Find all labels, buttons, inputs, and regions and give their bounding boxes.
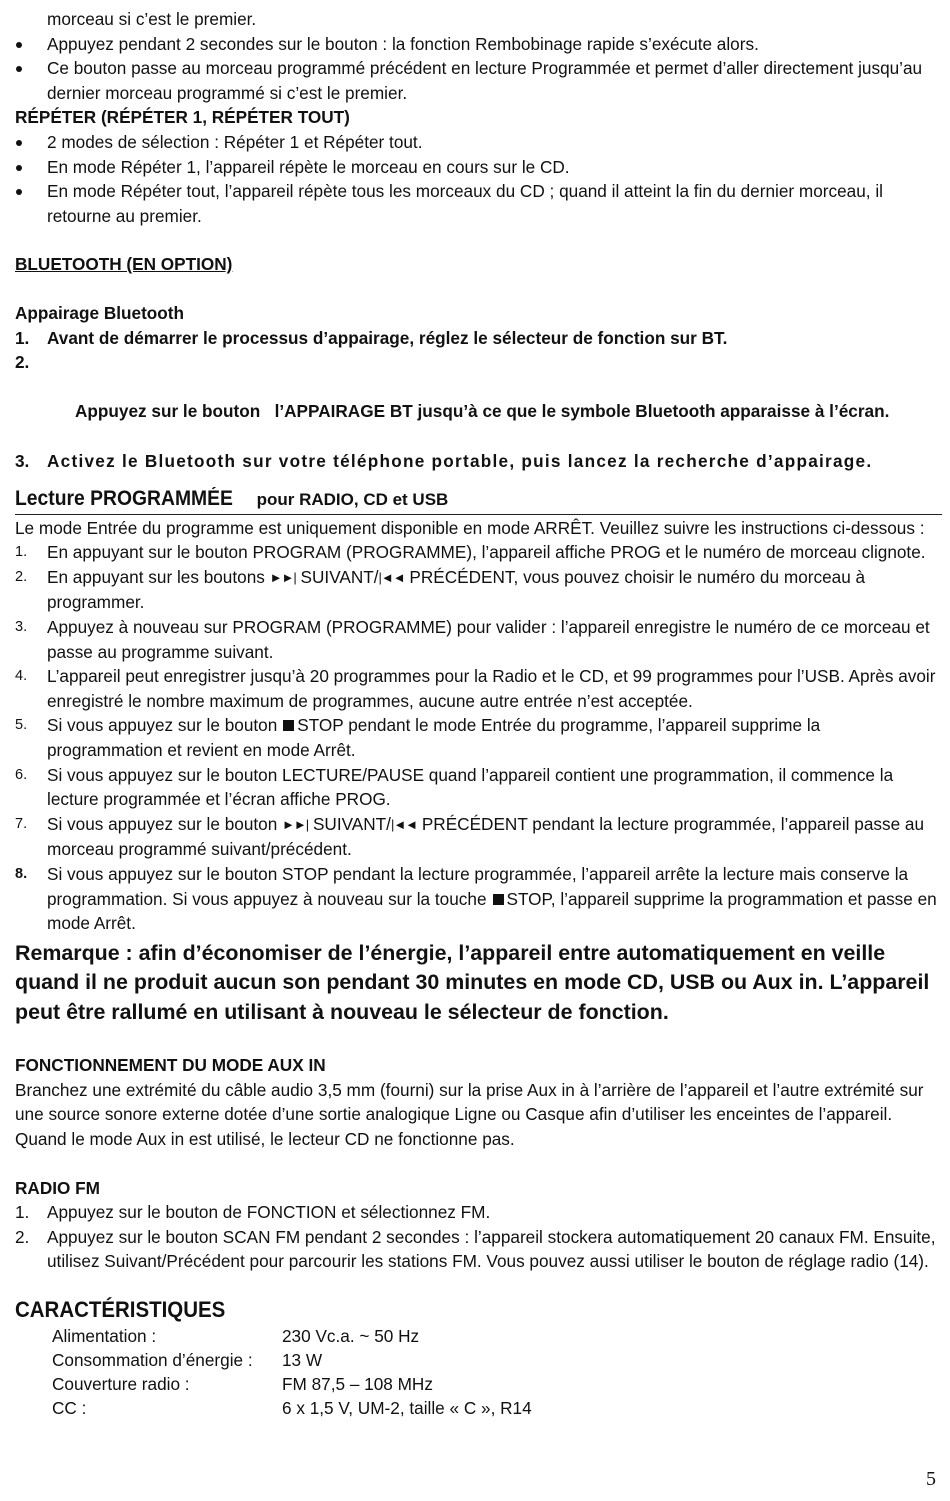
spec-row (15, 1348, 940, 1372)
program-heading-suffix: pour RADIO, CD et USB (251, 490, 449, 510)
next-track-icon: ►►| (269, 569, 296, 585)
text-part: Si vous appuyez sur le bouton STOP pendant la lecture programmée, l’appareil arrête la lecture mais conserve la programmation. Si vous appuyez à nouveau sur la touche (47, 864, 909, 909)
spec-row (15, 1372, 940, 1396)
energy-remark: Remarque : afin d’économiser de l’énergie, l’appareil entre automatiquement en veille quand il ne produit aucun son pendant 30 minutes en mode CD, USB ou Aux in. L’appareil peut être rallumé en utilisant à nouveau le sélecteur de fonction. (15, 940, 930, 1024)
list-item (15, 763, 940, 812)
list-item-text: En appuyant sur le bouton PROGRAM (PROGRAMME), l’appareil affiche PROG et le numéro de morceau clignote. (47, 542, 926, 563)
program-heading (15, 487, 942, 515)
spec-value: FM 87,5 – 108 MHz (282, 1373, 433, 1394)
previous-track-icon: |◄◄ (378, 569, 405, 585)
list-item (15, 565, 940, 615)
specs-heading: CARACTÉRISTIQUES (15, 1297, 226, 1323)
spec-label: CC : (52, 1397, 87, 1418)
step-number: 2. (15, 1226, 30, 1247)
list-item (15, 56, 940, 105)
list-item (15, 1225, 940, 1274)
list-item-text: Appuyez pendant 2 secondes sur le bouton : la fonction Rembobinage rapide s’exécute alors. (47, 33, 759, 54)
text-part: SUIVANT/ (308, 813, 391, 834)
aux-paragraph: Quand le mode Aux in est utilisé, le lecteur CD ne fonctionne pas. (15, 1129, 515, 1150)
continuation-text: morceau si c’est le premier. (47, 9, 257, 29)
spec-value: 230 Vc.a. ~ 50 Hz (282, 1325, 420, 1346)
fm-heading: RADIO FM (15, 1177, 100, 1198)
repeat-section (15, 105, 940, 228)
aux-paragraph: Branchez une extrémité du câble audio 3,5 mm (fourni) sur la prise Aux in à l’arrière de l’appareil et l’autre extrémité sur une source sonore externe dotée d’une sortie analogique Ligne ou Casque afin d’utiliser les enceintes de l’appareil. (15, 1079, 924, 1125)
list-item (15, 862, 940, 936)
list-item-text: Activez le Bluetooth sur votre téléphone portable, puis lancez la recherche d’appairage. (47, 450, 873, 471)
list-item (15, 32, 940, 57)
step-number: 2. (15, 568, 28, 585)
step-number: 6. (15, 766, 28, 783)
list-item-text: Appuyez à nouveau sur PROGRAM (PROGRAMME) pour valider : l’appareil enregistre le numéro de ce morceau et passe au programme suivant. (47, 617, 930, 662)
text-part: En appuyant sur les boutons (47, 566, 270, 587)
program-intro: Le mode Entrée du programme est uniquement disponible en mode ARRÊT. Veuillez suivre les instructions ci-dessous : (15, 517, 925, 538)
list-item (15, 615, 940, 664)
bullet-icon (15, 179, 47, 204)
stop-icon (493, 894, 504, 905)
list-item (15, 155, 940, 180)
spec-row (15, 1396, 940, 1420)
list-item (15, 350, 940, 448)
list-item-text: L’appareil peut enregistrer jusqu’à 20 programmes pour la Radio et le CD, et 99 programmes pour l’USB. Après avoir enregistré le nombre maximum de programmes, aucune autre entrée n’est acceptée. (47, 666, 936, 711)
step-number: 8. (15, 866, 28, 882)
text-part: Si vous appuyez sur le bouton (47, 715, 278, 736)
bullet-icon (15, 130, 47, 155)
aux-section (15, 1053, 940, 1151)
specs-section (15, 1294, 940, 1420)
bluetooth-subheading: Appairage Bluetooth (15, 302, 185, 323)
step-number: 3. (15, 619, 28, 636)
fm-section (15, 1176, 940, 1274)
program-section (15, 487, 940, 936)
list-item (15, 130, 940, 155)
text-part: SUIVANT/ (295, 566, 379, 587)
list-item-text: Ce bouton passe au morceau programmé précédent en lecture Programmée et permet d’aller directement jusqu’au dernier morceau programmé si c’est le premier. (47, 58, 923, 103)
text-part: STOP pendant le mode Entrée du programme, l’appareil supprime la programmation et revient en mode Arrêt. (47, 715, 821, 761)
list-item-text: 2 modes de sélection : Répéter 1 et Répéter tout. (47, 131, 423, 152)
step-number: 1. (15, 544, 28, 561)
repeat-heading: RÉPÉTER (RÉPÉTER 1, RÉPÉTER TOUT) (15, 107, 350, 128)
list-item-text: Appuyez sur le bouton de FONCTION et sélectionnez FM. (47, 1202, 491, 1223)
step-number: 2. (15, 352, 30, 373)
text-part: PRÉCÉDENT, vous pouvez choisir le numéro du morceau à programmer. (47, 566, 866, 613)
step-number: 4. (15, 668, 28, 685)
list-item-text: Si vous appuyez sur le bouton LECTURE/PAUSE quand l’appareil contient une programmation, il commence la lecture programmée et l’écran affiche PROG. (47, 764, 894, 810)
bluetooth-section (15, 252, 940, 473)
page-number: 5 (926, 1468, 936, 1490)
step-number: 1. (15, 327, 30, 348)
step-number: 7. (15, 815, 28, 832)
next-track-icon: ►►| (282, 816, 309, 832)
spec-value: 13 W (282, 1349, 323, 1370)
list-item-text: Appuyez sur le bouton l’APPAIRAGE BT jusqu’à ce que le symbole Bluetooth apparaisse à l’écran. (75, 401, 890, 422)
text-part: PRÉCÉDENT pendant la lecture programmée, l’appareil passe au morceau programmé suivant/précédent. (47, 813, 925, 860)
text-part: Si vous appuyez sur le bouton (47, 813, 283, 834)
bluetooth-heading: BLUETOOTH (EN OPTION) (15, 254, 233, 275)
program-heading-main: Lecture PROGRAMMÉE (15, 487, 233, 511)
aux-heading: FONCTIONNEMENT DU MODE AUX IN (15, 1055, 326, 1076)
step-number: 1. (15, 1202, 30, 1223)
previous-track-icon: |◄◄ (390, 816, 418, 832)
list-item-text: En mode Répéter 1, l’appareil répète le morceau en cours sur le CD. (47, 156, 570, 177)
bullet-icon (15, 56, 47, 81)
list-item (15, 812, 940, 862)
spec-value: 6 x 1,5 V, UM-2, taille « C », R14 (282, 1397, 532, 1418)
list-item (15, 1200, 940, 1225)
list-item (15, 664, 940, 713)
list-item-text: Avant de démarrer le processus d’appairage, réglez le sélecteur de fonction sur BT. (47, 327, 728, 348)
step-number: 5. (15, 717, 28, 734)
spec-label: Couverture radio : (52, 1373, 190, 1394)
spec-label: Alimentation : (52, 1325, 157, 1346)
list-item (15, 179, 940, 228)
list-item (15, 540, 940, 565)
spec-row (15, 1324, 940, 1348)
bullet-icon (15, 32, 47, 57)
document-page (15, 7, 940, 1420)
prev-section (15, 7, 940, 105)
text-part: STOP, l’appareil supprime la programmation et passe en mode Arrêt. (47, 888, 937, 934)
spec-label: Consommation d’énergie : (52, 1349, 253, 1370)
step-number: 3. (15, 450, 30, 471)
list-item (15, 326, 940, 351)
list-item (15, 449, 940, 474)
bullet-icon (15, 155, 47, 180)
list-item-text: Appuyez sur le bouton SCAN FM pendant 2 secondes : l’appareil stockera automatiquement 20 canaux FM. Ensuite, utilisez Suivant/Précédent pour parcourir les stations FM. Vous pouvez aussi utiliser le bouton de réglage radio (14). (47, 1226, 936, 1272)
list-item-text: En mode Répéter tout, l’appareil répète tous les morceaux du CD ; quand il atteint la fin du dernier morceau, il retourne au premier. (47, 181, 883, 226)
stop-icon (283, 720, 294, 731)
list-item (15, 713, 940, 762)
continuation-line (15, 7, 940, 32)
